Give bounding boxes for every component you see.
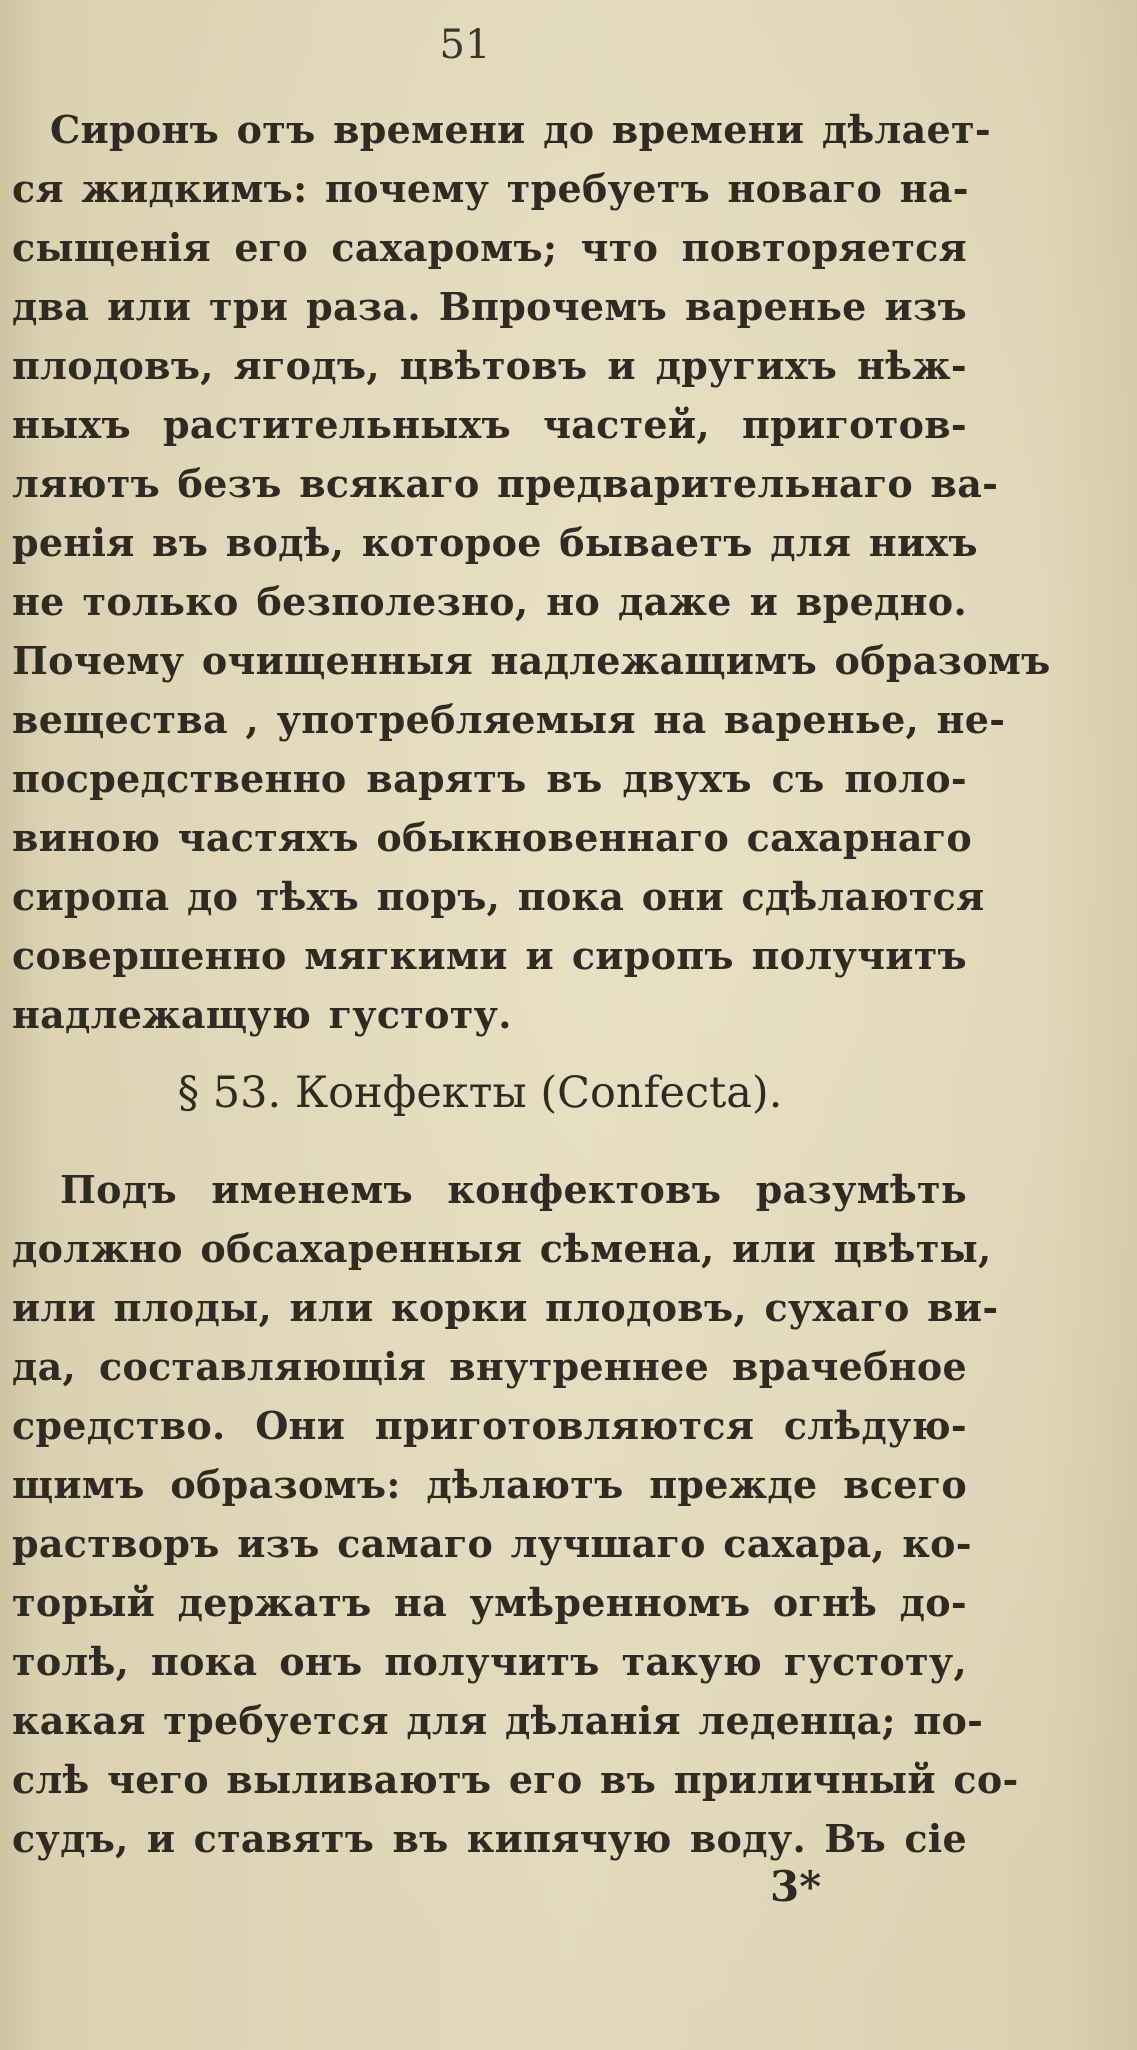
text-line: Сиронъ отъ времени до времени дѣлает- [50, 107, 991, 152]
text-line: Подъ именемъ конфектовъ разумѣть [60, 1167, 967, 1212]
text-line: ляютъ безъ всякаго предварительнаго ва- [12, 461, 999, 506]
text-line: не только безполезно, но даже и вредно. [12, 579, 967, 624]
text-line: какая требуется для дѣланія леденца; по- [12, 1698, 984, 1743]
page-number: 51 [439, 22, 491, 68]
text-line: торый держатъ на умѣренномъ огнѣ до- [12, 1580, 967, 1625]
text-line: ныхъ растительныхъ частей, приготов- [12, 402, 967, 447]
text-line: растворъ изъ самаго лучшаго сахара, ко- [12, 1521, 972, 1566]
text-line: слѣ чего выливаютъ его въ приличный со- [12, 1757, 1019, 1802]
text-line: сиропа до тѣхъ поръ, пока они сдѣлаются [12, 874, 985, 919]
text-line: посредственно варятъ въ двухъ съ поло- [12, 756, 967, 801]
text-line: судъ, и ставятъ въ кипячую воду. Въ сіе [12, 1816, 967, 1861]
section-heading: § 53. Конфекты (Confecta). [177, 1068, 783, 1118]
text-line: должно обсахаренныя сѣмена, или цвѣты, [12, 1226, 992, 1271]
text-line: средство. Они приготовляются слѣдую- [12, 1403, 967, 1448]
text-line: надлежащую густоту. [12, 992, 512, 1037]
text-line: или плоды, или корки плодовъ, сухаго ви- [12, 1285, 999, 1330]
text-line: щимъ образомъ: дѣлаютъ прежде всего [12, 1462, 967, 1507]
text-line: сыщенія его сахаромъ; что повторяется [12, 225, 967, 270]
paragraph-confecta [12, 1160, 1019, 1868]
text-line: ся жидкимъ: почему требуетъ новаго на- [12, 166, 969, 211]
text-line: Почему очищенныя надлежащимъ образомъ [12, 638, 1051, 683]
text-line: виною частяхъ обыкновеннаго сахарнаго [12, 815, 973, 860]
text-line: два или три раза. Впрочемъ варенье изъ [12, 284, 967, 329]
text-line: вещества , употребляемыя на варенье, не- [12, 697, 1006, 742]
text-line: толѣ, пока онъ получитъ такую густоту, [12, 1639, 967, 1684]
text-line: совершенно мягкими и сиропъ получитъ [12, 933, 967, 978]
signature-mark: 3* [770, 1862, 822, 1911]
text-line: да, составляющія внутреннее врачебное [12, 1344, 967, 1389]
paragraph-syrup [12, 100, 1051, 1044]
text-line: ренія въ водѣ, которое бываетъ для нихъ [12, 520, 978, 565]
text-line: плодовъ, ягодъ, цвѣтовъ и другихъ нѣж- [12, 343, 967, 388]
